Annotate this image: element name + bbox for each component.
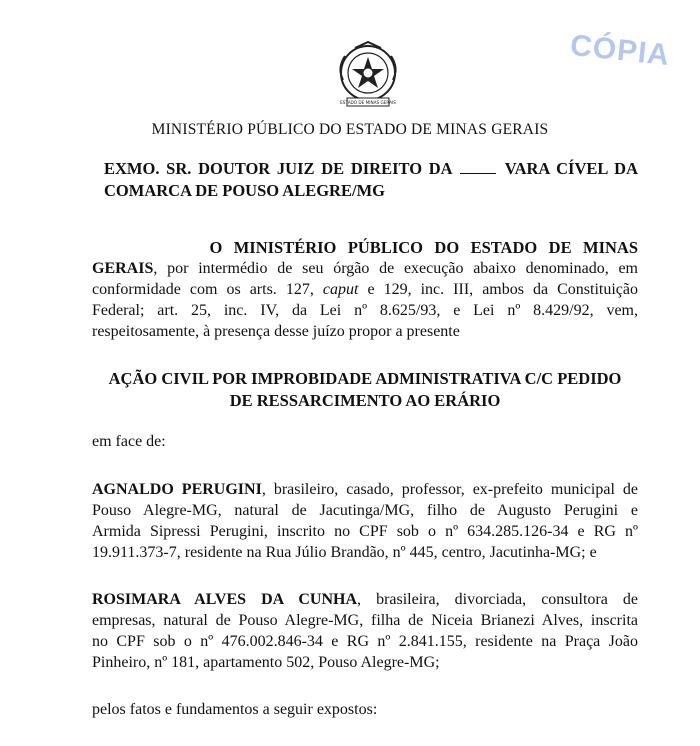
action-title: AÇÃO CIVIL POR IMPROBIDADE ADMINISTRATIVA C/C PEDIDO DE RESSARCIMENTO AO ERÁRIO — [108, 369, 622, 410]
copy-stamp: CÓPIA — [568, 28, 672, 73]
closing-line: pelos fatos e fundamentos a seguir expostos: — [92, 701, 378, 718]
judge-address-line-1: EXMO. SR. DOUTOR JUIZ DE DIREITO DA VARA CÍVEL DA — [104, 159, 638, 178]
court-number-blank — [460, 173, 496, 174]
defendant-1-paragraph: AGNALDO PERUGINI, brasileiro, casado, professor, ex-prefeito municipal de Pouso Alegre-MG, natural de Jacutinga/MG, filho de Augusto Perugini e Armida Sipressi Perugini, inscrito no CPF sob o nº 634.285.126-34 e RG nº 19.911.373-7, residente na Rua Júlio Brandão, nº 445, centro, Jacutinha-MG; e — [92, 481, 638, 561]
judge-address-line-2: COMARCA DE POUSO ALEGRE/MG — [104, 181, 385, 200]
ministry-header: MINISTÉRIO PÚBLICO DO ESTADO DE MINAS GERAIS — [151, 121, 549, 138]
em-face-label: em face de: — [92, 433, 166, 450]
state-seal-icon — [333, 40, 403, 110]
defendant-2-paragraph: ROSIMARA ALVES DA CUNHA, brasileira, divorciada, consultora de empresas, natural de Pouso Alegre-MG, filha de Niceia Brianezi Alves, inscrita no CPF sob o nº 476.002.846-34 e RG nº 2.841.155, residente na Praça João Pinheiro, nº 181, apartamento 502, Pouso Alegre-MG; — [92, 591, 638, 671]
intro-paragraph: O MINISTÉRIO PÚBLICO DO ESTADO DE MINAS GERAIS, por intermédio de seu órgão de execução abaixo denominado, em conformidade com os arts. 127, caput e 129, inc. III, ambos da Constituição Federal; art. 25, inc. IV, da Lei nº 8.625/93, e Lei nº 8.429/92, vem, respeitosamente, à presença desse juízo propor a presente — [92, 238, 639, 340]
svg-text:ESTADO DE MINAS GERAIS: ESTADO DE MINAS GERAIS — [340, 100, 396, 105]
judge-address — [104, 158, 638, 202]
